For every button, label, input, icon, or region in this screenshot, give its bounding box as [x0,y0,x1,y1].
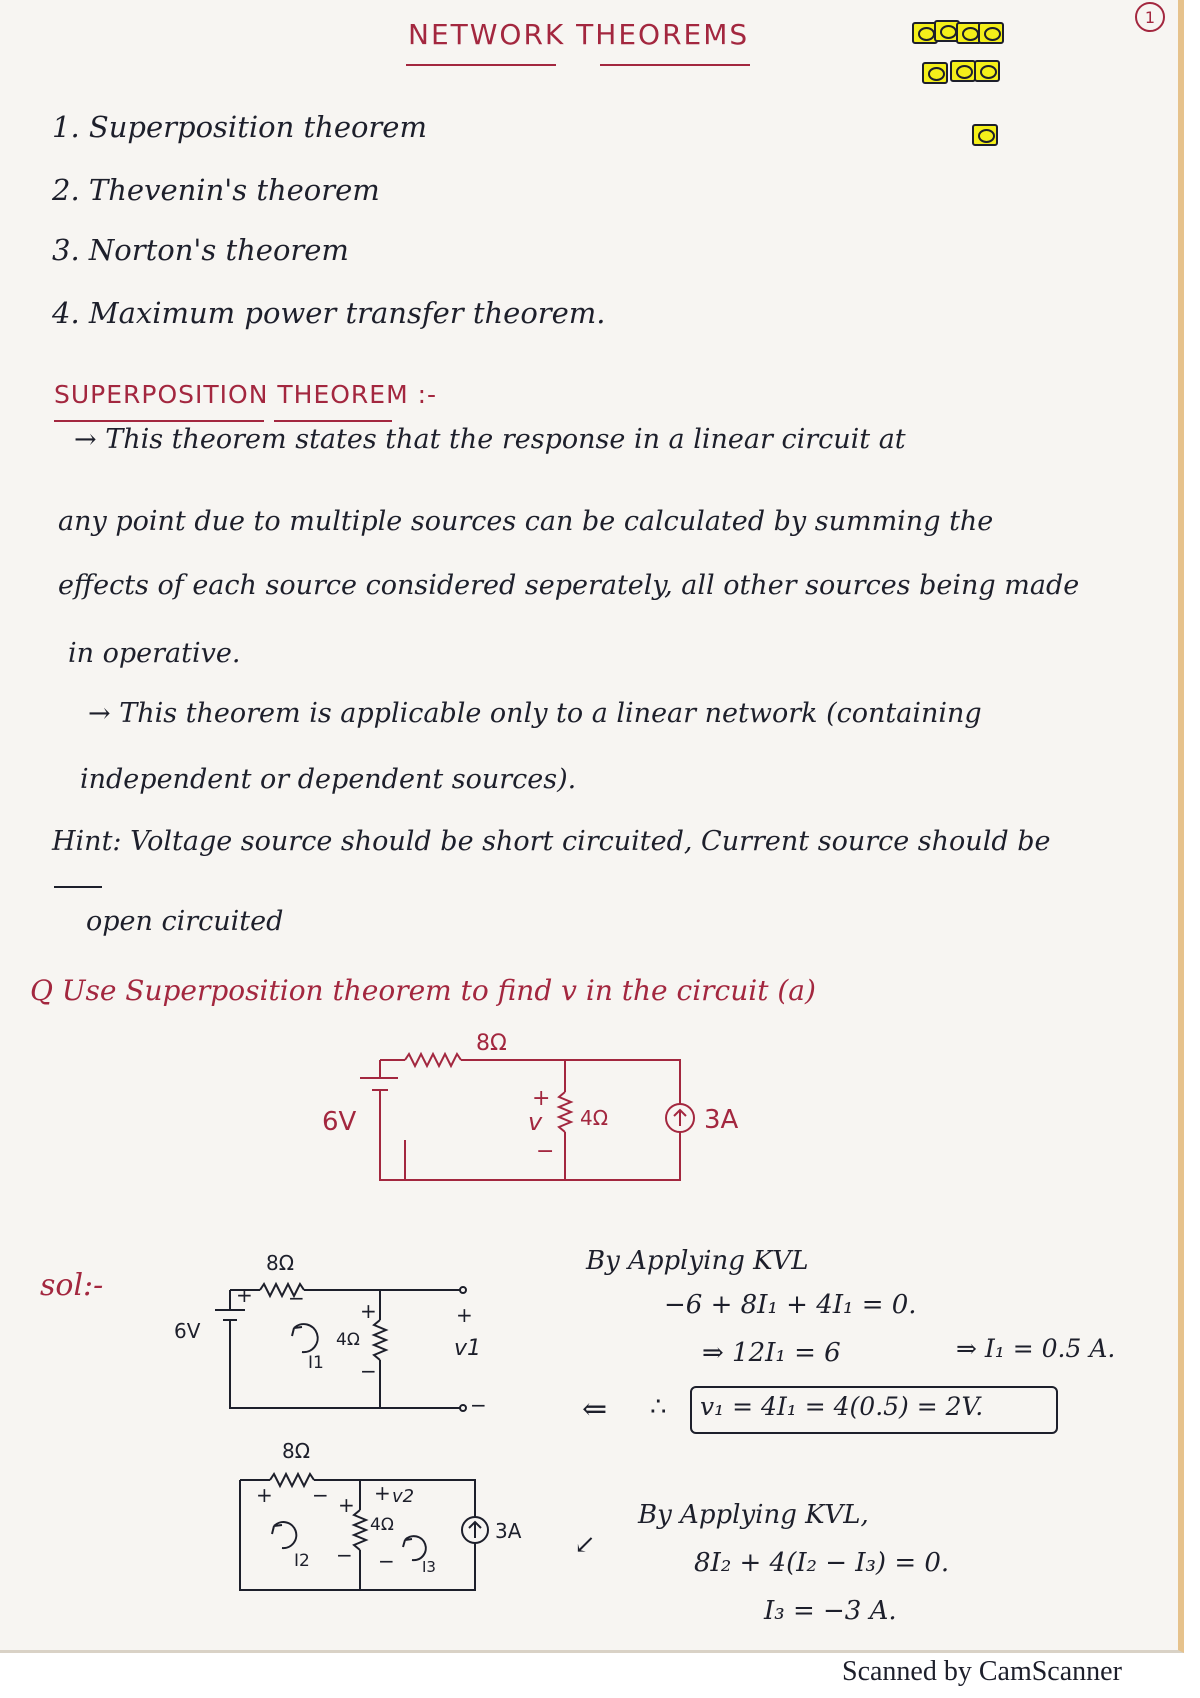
terminal [460,1405,466,1411]
text-line: → This theorem states that the response in a linear circuit at [74,424,906,455]
wire [380,1090,405,1180]
text-line: independent or dependent sources). [80,764,577,795]
voltage-label: v1 [454,1336,482,1361]
list-item: 2. Thevenin's theorem [52,173,380,207]
terminal [460,1287,466,1293]
resistor [405,1054,461,1066]
text-line: effects of each source considered seperately, all other sources being made [58,570,1080,601]
polarity-minus: − [336,1543,353,1567]
resistor-label: 8Ω [476,1031,507,1056]
current-label: I3 [422,1558,436,1576]
kvl-heading: By Applying KVL, [638,1500,869,1530]
polarity-plus: + [456,1303,473,1327]
resistor-label: 8Ω [266,1251,295,1275]
resistor [559,1092,571,1132]
comment-icon[interactable] [950,60,976,82]
list-item: 1. Superposition theorem [52,110,427,144]
polarity-minus: − [536,1139,555,1164]
left-arrow-icon: ↙ [574,1530,596,1560]
current-label: I1 [308,1353,324,1373]
heading-underline [54,420,264,422]
polarity-plus: + [338,1493,355,1517]
comment-icon[interactable] [972,124,998,146]
circuit-1-diagram [160,1240,500,1420]
solution-label: sol:- [40,1268,104,1303]
text-line: Hint: Voltage source should be short circuited, Current source should be [52,826,1051,857]
current-loop-arrow [403,1536,426,1560]
polarity-minus: − [288,1286,305,1310]
text-line: any point due to multiple sources can be calculated by summing the [58,506,994,537]
title-underline [600,64,750,66]
resistor [374,1320,386,1360]
voltage-label: v2 [392,1486,415,1507]
polarity-plus: + [256,1483,273,1507]
circuit-2-diagram [210,1430,550,1600]
polarity-plus: + [236,1283,253,1307]
list-item: 3. Norton's theorem [52,233,349,267]
current-loop-arrow [272,1522,296,1548]
comment-icon[interactable] [974,60,1000,82]
wire [240,1480,475,1590]
equation: ⇒ 12I₁ = 6 [702,1338,841,1368]
current-label: I2 [294,1551,310,1571]
polarity-minus: − [470,1393,487,1417]
heading-underline [274,420,392,422]
resistor-label: 8Ω [282,1439,311,1463]
left-arrow-icon: ⇐ [582,1392,608,1427]
equation: −6 + 8I₁ + 4I₁ = 0. [664,1290,917,1320]
source-label: 3A [495,1519,522,1543]
text-line: → This theorem is applicable only to a linear network (containing [88,698,982,729]
resistor-label: 4Ω [370,1515,394,1535]
resistor [354,1510,366,1550]
polarity-plus: + [532,1086,551,1111]
source-label: 3A [704,1105,739,1135]
polarity-minus: − [360,1359,377,1383]
question-text: Q Use Superposition theorem to find v in the circuit (a) [30,974,816,1007]
comment-icon[interactable] [978,22,1004,44]
equation: 8I₂ + 4(I₂ − I₃) = 0. [694,1548,950,1578]
comment-icon[interactable] [922,62,948,84]
section-heading: SUPERPOSITION THEOREM :- [54,380,438,409]
resistor-label: 4Ω [580,1106,609,1130]
current-loop-arrow [292,1324,318,1352]
polarity-plus: + [374,1481,391,1505]
polarity-plus: + [360,1299,377,1323]
source-label: 6V [322,1107,357,1137]
page-number: 1 [1135,2,1165,32]
answer-equation: v₁ = 4I₁ = 4(0.5) = 2V. [700,1392,984,1421]
voltage-label: v [528,1108,543,1136]
hint-underline [54,886,102,888]
resistor-label: 4Ω [336,1330,360,1350]
circuit-a-diagram [280,1030,739,1190]
resistor [270,1474,314,1486]
kvl-heading: By Applying KVL [586,1246,809,1276]
source-label: 6V [174,1319,201,1343]
page-title: NETWORK THEOREMS [408,18,750,51]
equation: ⇒ I₁ = 0.5 A. [956,1334,1116,1363]
text-line: in operative. [68,638,241,669]
polarity-minus: − [378,1549,395,1573]
therefore-icon: ∴ [650,1392,667,1422]
title-underline [406,64,556,66]
polarity-minus: − [312,1483,329,1507]
list-item: 4. Maximum power transfer theorem. [52,296,606,330]
scanner-watermark: Scanned by CamScanner [842,1656,1122,1687]
text-line: open circuited [86,906,284,937]
equation: I₃ = −3 A. [764,1596,897,1626]
